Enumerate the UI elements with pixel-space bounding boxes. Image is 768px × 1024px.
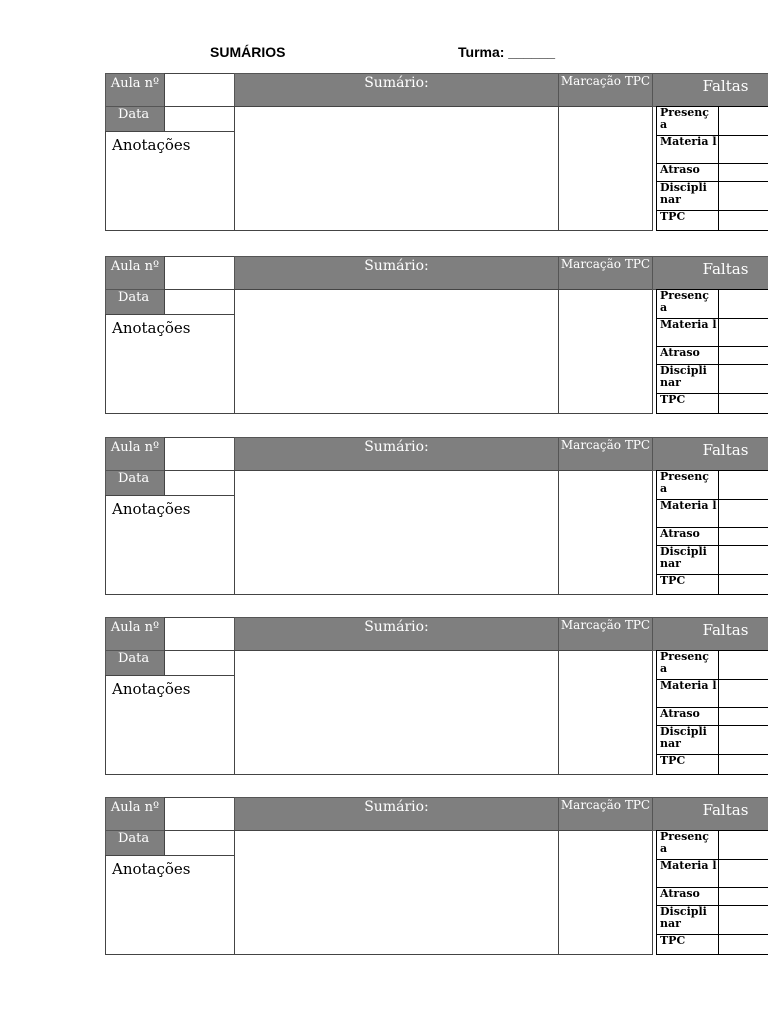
aula-number-field[interactable]	[164, 437, 235, 471]
aula-number-field[interactable]	[164, 797, 235, 831]
faltas-item-field[interactable]	[718, 135, 768, 164]
faltas-item-field[interactable]	[718, 934, 768, 955]
marcacao-tpc-header: Marcação TPC	[558, 256, 653, 290]
faltas-item-label: TPC	[656, 210, 719, 231]
faltas-item-label: Discipli nar	[656, 181, 719, 211]
sumario-field[interactable]	[234, 650, 559, 775]
faltas-header: Faltas	[652, 73, 768, 107]
faltas-item-field[interactable]	[718, 106, 768, 136]
faltas-item-label: TPC	[656, 393, 719, 414]
data-label: Data	[105, 106, 165, 132]
anotacoes-label: Anotações	[112, 500, 191, 518]
sumario-header: Sumário:	[234, 617, 559, 651]
marcacao-tpc-header: Marcação TPC	[558, 617, 653, 651]
faltas-item-field[interactable]	[718, 574, 768, 595]
aula-label: Aula nº	[105, 617, 165, 651]
sumario-field[interactable]	[234, 289, 559, 414]
data-field[interactable]	[164, 650, 235, 676]
faltas-item-field[interactable]	[718, 707, 768, 726]
marcacao-tpc-header: Marcação TPC	[558, 73, 653, 107]
faltas-item-field[interactable]	[718, 163, 768, 182]
faltas-item-label: Atraso	[656, 163, 719, 182]
sumario-field[interactable]	[234, 830, 559, 955]
faltas-item-label: Presenç a	[656, 830, 719, 860]
marcacao-tpc-field[interactable]	[558, 470, 653, 595]
faltas-item-field[interactable]	[718, 887, 768, 906]
faltas-header: Faltas	[652, 617, 768, 651]
faltas-item-label: Discipli nar	[656, 725, 719, 755]
faltas-item-field[interactable]	[718, 346, 768, 365]
marcacao-tpc-field[interactable]	[558, 650, 653, 775]
data-field[interactable]	[164, 470, 235, 496]
faltas-item-label: Atraso	[656, 707, 719, 726]
sumario-header: Sumário:	[234, 256, 559, 290]
faltas-item-field[interactable]	[718, 499, 768, 528]
lesson-block	[105, 73, 768, 231]
data-label: Data	[105, 470, 165, 496]
faltas-item-field[interactable]	[718, 754, 768, 775]
aula-number-field[interactable]	[164, 617, 235, 651]
data-label: Data	[105, 830, 165, 856]
aula-number-field[interactable]	[164, 256, 235, 290]
anotacoes-label: Anotações	[112, 136, 191, 154]
faltas-item-label: TPC	[656, 574, 719, 595]
sumario-header: Sumário:	[234, 73, 559, 107]
faltas-item-label: Discipli nar	[656, 905, 719, 935]
faltas-header: Faltas	[652, 256, 768, 290]
faltas-header: Faltas	[652, 437, 768, 471]
faltas-item-label: Discipli nar	[656, 545, 719, 575]
faltas-item-label: Materia l	[656, 499, 719, 528]
sumario-header: Sumário:	[234, 797, 559, 831]
faltas-item-field[interactable]	[718, 527, 768, 546]
faltas-item-label: Presenç a	[656, 650, 719, 680]
aula-number-field[interactable]	[164, 73, 235, 107]
faltas-item-field[interactable]	[718, 650, 768, 680]
sumario-header: Sumário:	[234, 437, 559, 471]
lesson-block	[105, 797, 768, 955]
aula-label: Aula nº	[105, 437, 165, 471]
data-field[interactable]	[164, 289, 235, 315]
faltas-item-label: TPC	[656, 934, 719, 955]
turma-field: Turma: ______	[458, 44, 556, 60]
faltas-item-field[interactable]	[718, 545, 768, 575]
data-label: Data	[105, 289, 165, 315]
faltas-item-field[interactable]	[718, 859, 768, 888]
faltas-item-label: Atraso	[656, 346, 719, 365]
faltas-item-label: TPC	[656, 754, 719, 775]
lesson-block	[105, 256, 768, 414]
faltas-item-label: Materia l	[656, 135, 719, 164]
faltas-item-label: Discipli nar	[656, 364, 719, 394]
faltas-item-label: Atraso	[656, 887, 719, 906]
faltas-item-field[interactable]	[718, 679, 768, 708]
anotacoes-label: Anotações	[112, 860, 191, 878]
faltas-item-field[interactable]	[718, 470, 768, 500]
lesson-block	[105, 437, 768, 595]
faltas-item-label: Presenç a	[656, 470, 719, 500]
sumario-field[interactable]	[234, 470, 559, 595]
marcacao-tpc-header: Marcação TPC	[558, 437, 653, 471]
faltas-item-field[interactable]	[718, 830, 768, 860]
faltas-item-field[interactable]	[718, 289, 768, 319]
faltas-item-label: Materia l	[656, 859, 719, 888]
faltas-item-label: Presenç a	[656, 106, 719, 136]
faltas-item-field[interactable]	[718, 393, 768, 414]
data-field[interactable]	[164, 830, 235, 856]
lesson-block	[105, 617, 768, 775]
aula-label: Aula nº	[105, 256, 165, 290]
marcacao-tpc-field[interactable]	[558, 289, 653, 414]
data-field[interactable]	[164, 106, 235, 132]
faltas-item-field[interactable]	[718, 181, 768, 211]
faltas-item-field[interactable]	[718, 905, 768, 935]
faltas-item-field[interactable]	[718, 210, 768, 231]
faltas-item-field[interactable]	[718, 725, 768, 755]
faltas-item-field[interactable]	[718, 318, 768, 347]
faltas-item-field[interactable]	[718, 364, 768, 394]
sumario-field[interactable]	[234, 106, 559, 231]
faltas-item-label: Materia l	[656, 679, 719, 708]
aula-label: Aula nº	[105, 797, 165, 831]
data-label: Data	[105, 650, 165, 676]
faltas-item-label: Materia l	[656, 318, 719, 347]
faltas-item-label: Presenç a	[656, 289, 719, 319]
faltas-header: Faltas	[652, 797, 768, 831]
anotacoes-label: Anotações	[112, 680, 191, 698]
marcacao-tpc-header: Marcação TPC	[558, 797, 653, 831]
marcacao-tpc-field[interactable]	[558, 830, 653, 955]
page-title: SUMÁRIOS	[210, 44, 286, 60]
anotacoes-label: Anotações	[112, 319, 191, 337]
aula-label: Aula nº	[105, 73, 165, 107]
marcacao-tpc-field[interactable]	[558, 106, 653, 231]
faltas-item-label: Atraso	[656, 527, 719, 546]
